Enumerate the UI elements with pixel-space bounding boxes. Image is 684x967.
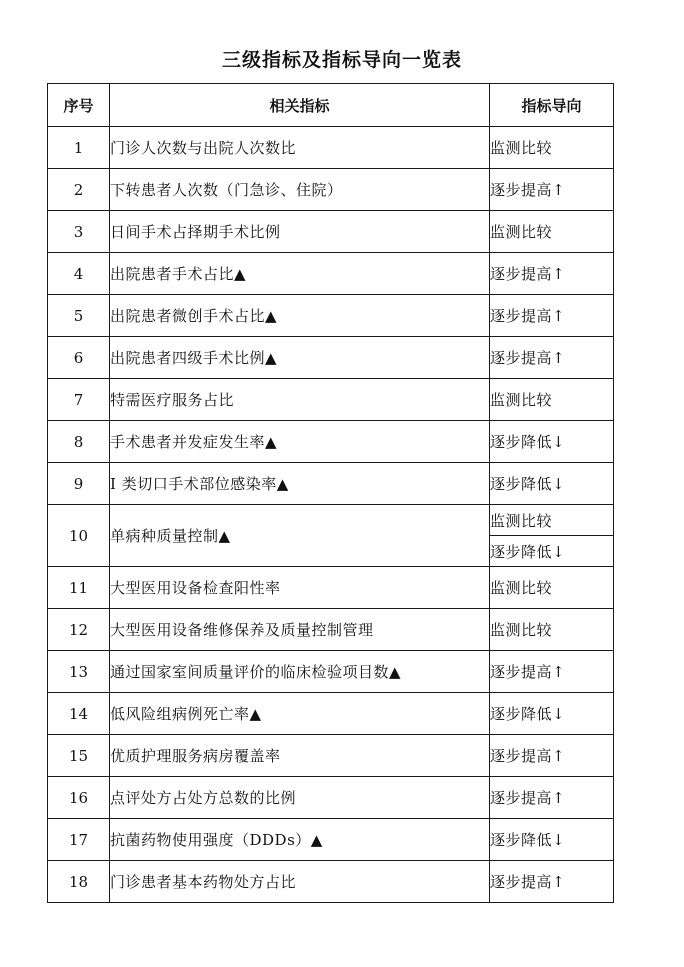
row-direction: 监测比较 — [490, 127, 614, 169]
row-indicator: 门诊患者基本药物处方占比 — [110, 861, 490, 903]
row-direction: 逐步降低↓ — [490, 421, 614, 463]
table-row — [48, 735, 614, 777]
row-no: 16 — [48, 777, 110, 819]
row-direction: 逐步提高↑ — [490, 861, 614, 903]
row-indicator: 大型医用设备检查阳性率 — [110, 567, 490, 609]
header-direction: 指标导向 — [490, 84, 614, 127]
row-direction: 逐步提高↑ — [490, 169, 614, 211]
row-direction: 逐步提高↑ — [490, 735, 614, 777]
row-indicator: 优质护理服务病房覆盖率 — [110, 735, 490, 777]
header-no: 序号 — [48, 84, 110, 127]
indicator-table — [47, 83, 614, 903]
row-no: 11 — [48, 567, 110, 609]
row-indicator: 出院患者手术占比▲ — [110, 253, 490, 295]
row-no: 15 — [48, 735, 110, 777]
row-direction: 监测比较 — [490, 609, 614, 651]
table-row — [48, 337, 614, 379]
row-indicator: I 类切口手术部位感染率▲ — [110, 463, 490, 505]
table-row — [48, 421, 614, 463]
row-indicator: 下转患者人次数（门急诊、住院） — [110, 169, 490, 211]
row-indicator: 低风险组病例死亡率▲ — [110, 693, 490, 735]
row-no: 4 — [48, 253, 110, 295]
row-direction-secondary: 逐步降低↓ — [490, 536, 614, 567]
table-row — [48, 861, 614, 903]
row-indicator: 门诊人次数与出院人次数比 — [110, 127, 490, 169]
table-row — [48, 693, 614, 735]
row-direction: 监测比较 — [490, 379, 614, 421]
table-row — [48, 567, 614, 609]
row-indicator: 出院患者四级手术比例▲ — [110, 337, 490, 379]
row-no: 6 — [48, 337, 110, 379]
table-row — [48, 253, 614, 295]
row-direction: 监测比较 — [490, 567, 614, 609]
row-direction: 逐步降低↓ — [490, 463, 614, 505]
row-no: 7 — [48, 379, 110, 421]
table-row — [48, 609, 614, 651]
row-indicator: 出院患者微创手术占比▲ — [110, 295, 490, 337]
row-direction: 逐步提高↑ — [490, 253, 614, 295]
row-direction: 逐步降低↓ — [490, 819, 614, 861]
row-no: 3 — [48, 211, 110, 253]
row-direction: 监测比较 — [490, 211, 614, 253]
row-no: 13 — [48, 651, 110, 693]
table-row — [48, 295, 614, 337]
row-direction: 逐步提高↑ — [490, 777, 614, 819]
row-no: 2 — [48, 169, 110, 211]
row-direction: 逐步提高↑ — [490, 295, 614, 337]
row-indicator: 单病种质量控制▲ — [110, 505, 490, 567]
row-indicator: 抗菌药物使用强度（DDDs）▲ — [110, 819, 490, 861]
row-direction: 逐步提高↑ — [490, 337, 614, 379]
row-indicator: 特需医疗服务占比 — [110, 379, 490, 421]
row-indicator: 点评处方占处方总数的比例 — [110, 777, 490, 819]
table-row — [48, 505, 614, 536]
row-indicator: 通过国家室间质量评价的临床检验项目数▲ — [110, 651, 490, 693]
table-header-row — [48, 84, 614, 127]
table-row — [48, 169, 614, 211]
row-no: 17 — [48, 819, 110, 861]
row-indicator: 手术患者并发症发生率▲ — [110, 421, 490, 463]
row-no: 10 — [48, 505, 110, 567]
row-indicator: 大型医用设备维修保养及质量控制管理 — [110, 609, 490, 651]
row-direction: 逐步提高↑ — [490, 651, 614, 693]
row-no: 18 — [48, 861, 110, 903]
table-row — [48, 211, 614, 253]
header-name: 相关指标 — [110, 84, 490, 127]
table-row — [48, 379, 614, 421]
table-row — [48, 651, 614, 693]
row-no: 1 — [48, 127, 110, 169]
table-row — [48, 127, 614, 169]
row-direction: 逐步降低↓ — [490, 693, 614, 735]
row-no: 8 — [48, 421, 110, 463]
row-no: 9 — [48, 463, 110, 505]
row-no: 12 — [48, 609, 110, 651]
row-indicator: 日间手术占择期手术比例 — [110, 211, 490, 253]
row-no: 5 — [48, 295, 110, 337]
row-direction: 监测比较 — [490, 505, 614, 536]
page-title: 三级指标及指标导向一览表 — [221, 49, 462, 71]
table-row — [48, 819, 614, 861]
table-row — [48, 463, 614, 505]
row-no: 14 — [48, 693, 110, 735]
table-row — [48, 777, 614, 819]
